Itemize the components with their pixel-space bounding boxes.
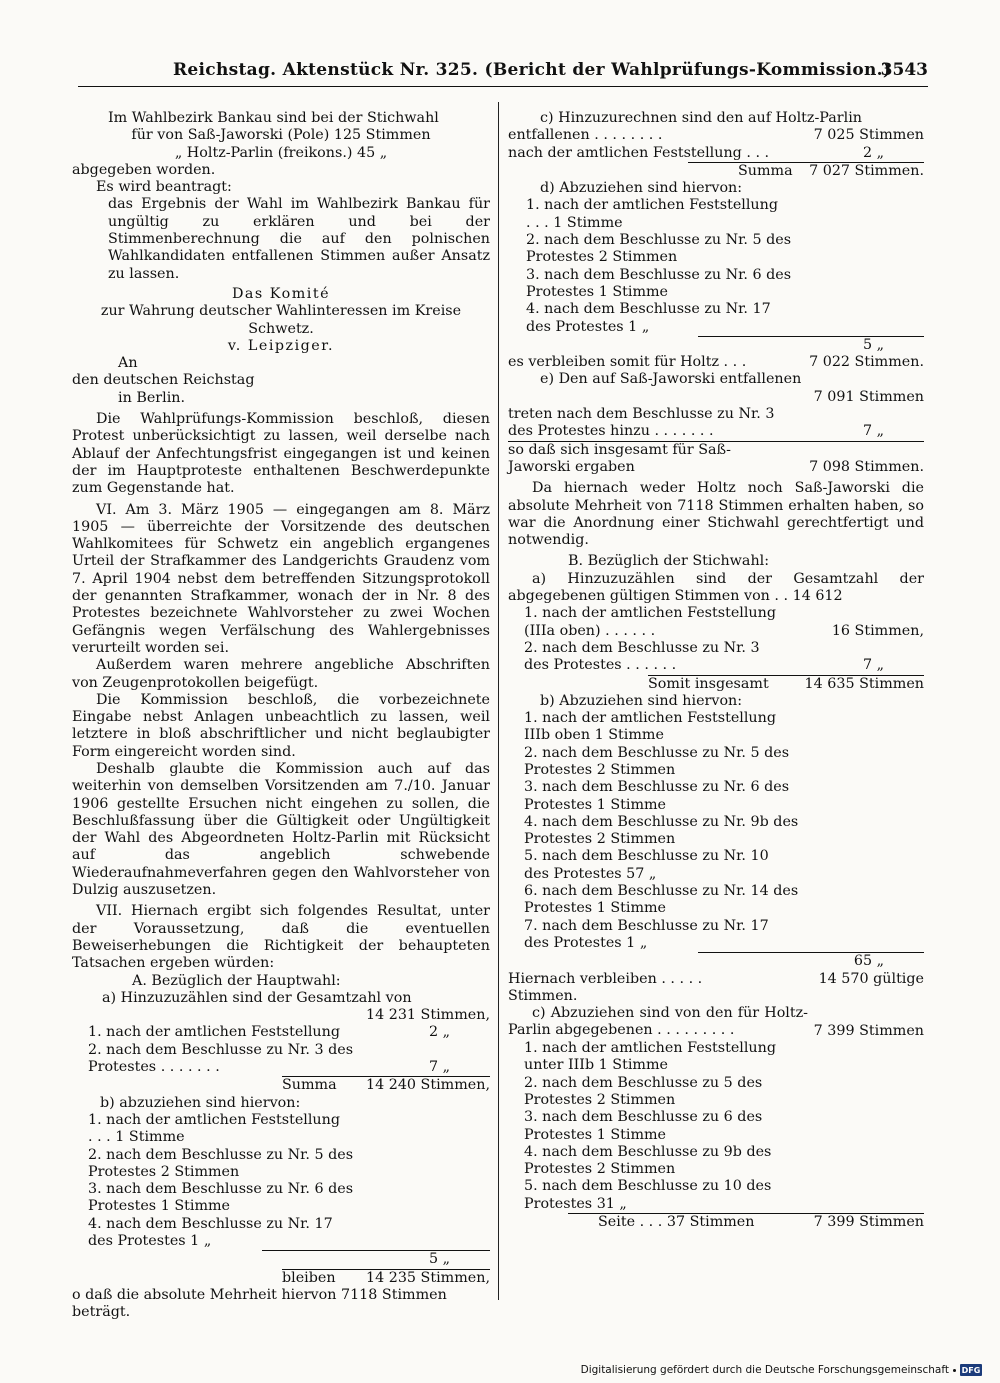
header-rule	[78, 86, 928, 87]
address-line: den deutschen Reichstag	[72, 372, 255, 389]
list-item: 4. nach dem Beschlusse zu Nr. 17 des Protestes 1 „	[88, 1215, 333, 1249]
sum-value: 7 098 Stimmen.	[809, 458, 924, 475]
text-line: „ Holtz-Parlin (freikons.) 45 „	[174, 144, 388, 161]
paragraph: Die Kommission beschloß, die vorbezeichnete Eingabe nebst Anlagen unbeachtlich zu lassen, weil letztere in bloß abschriftlicher und nicht beglaubigter Form eingereicht worden sind.	[72, 691, 490, 760]
list-item: 3. nach dem Beschlusse zu Nr. 6 des Protestes 1 Stimme	[524, 779, 790, 813]
text-line: e) Den auf Saß-Jaworski entfallenen	[540, 371, 802, 388]
sum-label: bleiben	[282, 1269, 336, 1286]
signature-name: v. Leipziger.	[227, 337, 335, 354]
list-item: 4. nach dem Beschlusse zu 9b des Protestes 2 Stimmen	[524, 1143, 772, 1178]
list-item: 1. nach der amtlichen Feststellung IIIb oben 1 Stimme	[524, 710, 777, 744]
calc-row	[508, 406, 924, 441]
calc-value: 7 „	[862, 657, 884, 674]
calc-value: 2 „	[862, 144, 884, 161]
list-item: 6. nach dem Beschlusse zu Nr. 14 des Protestes 1 Stimme	[524, 883, 799, 917]
text-line: o daß die absolute Mehrheit hiervon 7118 Stimmen beträgt.	[72, 1286, 447, 1321]
paragraph: das Ergebnis der Wahl im Wahlbezirk Bankau für ungültig zu erklären und bei der Stimmenberechnung die auf den polnischen Wahlkandidaten entfallenen Stimmen außer Ansatz zu lassen.	[108, 196, 490, 282]
left-column	[72, 110, 490, 1321]
text-line: d) Abzuziehen sind hiervon:	[540, 180, 743, 197]
footer-text: Digitalisierung gefördert durch die Deutsche Forschungsgemeinschaft	[580, 1364, 949, 1376]
paragraph: Außerdem waren mehrere angebliche Abschriften von Zeugenprotokollen beigefügt.	[72, 657, 490, 691]
sum-row	[282, 1076, 490, 1094]
sum-value: 14 235 Stimmen,	[365, 1269, 490, 1286]
sum-label: Hiernach verbleiben . . . . .	[508, 970, 703, 987]
text-line: b) Abzuziehen sind hiervon:	[540, 692, 743, 709]
calc-value: 7 025 Stimmen	[813, 127, 924, 144]
list-item: 5. nach dem Beschlusse zu Nr. 10 des Protestes 57 „	[524, 848, 769, 882]
text-line: abgegeben worden.	[72, 161, 216, 178]
calc-row	[508, 605, 924, 640]
section-heading: A. Bezüglich der Hauptwahl:	[132, 972, 341, 989]
text-line: Stimmen.	[508, 987, 578, 1004]
value: 7 091 Stimmen	[813, 388, 924, 405]
page-header	[78, 60, 928, 88]
list-item: 2. nach dem Beschlusse zu Nr. 5 des Protestes 2 Stimmen	[524, 744, 790, 778]
list-item: 1. nach der amtlichen Feststellung . . . 1 Stimme	[526, 197, 779, 231]
list-item: 3. nach dem Beschlusse zu Nr. 6 des Protestes 1 Stimme	[88, 1181, 354, 1215]
calc-row	[508, 640, 924, 675]
list-item: 2. nach dem Beschlusse zu Nr. 5 des Protestes 2 Stimmen	[88, 1146, 354, 1180]
list-item: 7. nach dem Beschlusse zu Nr. 17 des Protestes 1 „	[524, 917, 769, 951]
right-column	[508, 110, 924, 1231]
value: 14 231 Stimmen,	[365, 1007, 490, 1024]
paragraph: VI. Am 3. März 1905 — eingegangen am 8. März 1905 — überreichte der Vorsitzende des deutschen Wahlkomitees für Schwetz ein angeblich ergangenes Urteil der Strafkammer des Landgerichts Graudenz vom 7. April 1904 nebst dem betreffenden Sitzungsprotokoll der genannten Strafkammer, wonach der in Nr. 8 des Protestes bezeichnete Wahlvorsteher zu zwei Wochen Gefängnis wegen Verfälschung des Wahlergebnisses verurteilt worden sei.	[72, 501, 490, 656]
section-heading: B. Bezüglich der Stichwahl:	[568, 553, 770, 570]
sum-value: 5 „	[262, 1250, 490, 1268]
calc-label: treten nach dem Beschlusse zu Nr. 3 des Protestes hinzu . . . . . . .	[508, 406, 775, 440]
list-item: 2. nach dem Beschlusse zu Nr. 5 des Protestes 2 Stimmen	[526, 232, 792, 266]
sum-label: Summa	[282, 1077, 337, 1094]
text-line: a) Hinzuzuzählen sind der Gesamtzahl von	[102, 989, 412, 1006]
calc-label: 2. nach dem Beschlusse zu Nr. 3 des Protestes . . . . . . .	[88, 1041, 354, 1076]
dfg-logo: DFG	[961, 1365, 981, 1375]
sum-row	[568, 1213, 924, 1231]
text-line: a) Hinzuzuzählen sind der Gesamtzahl der abgegebenen gültigen Stimmen von . . 14 612	[508, 570, 924, 605]
paragraph: Da hiernach weder Holtz noch Saß-Jaworski die absolute Mehrheit von 7118 Stimmen erhalten haben, so war die Anordnung einer Stichwahl gerechtfertigt und notwendig.	[508, 480, 924, 549]
calc-value: 2 „	[428, 1024, 450, 1041]
text-line: c) Hinzuzurechnen sind den auf Holtz-Parlin	[540, 110, 862, 126]
text-line: für von Saß-Jaworski (Pole) 125 Stimmen	[131, 127, 431, 144]
text-line: c) Abzuziehen sind von den für Holtz-Parlin abgegebenen . . . . . . . . .	[508, 1005, 808, 1039]
list-item: 3. nach dem Beschlusse zu Nr. 6 des Protestes 1 Stimme	[526, 266, 792, 300]
list-item: 5. nach dem Beschlusse zu 10 des Protestes 31 „	[524, 1178, 772, 1212]
sum-label: Somit insgesamt	[648, 675, 769, 692]
sum-value: 65 „	[698, 952, 924, 970]
sum-row	[688, 162, 924, 180]
text-line: Im Wahlbezirk Bankau sind bei der Stichwahl	[108, 110, 439, 126]
sum-row	[282, 1269, 490, 1287]
calc-value: 7 „	[428, 1059, 450, 1076]
calc-label: nach der amtlichen Feststellung . . .	[508, 144, 770, 161]
sum-value: 14 240 Stimmen,	[365, 1077, 490, 1094]
paragraph: VII. Hiernach ergibt sich folgendes Resultat, unter der Voraussetzung, daß die eventuellen Beweiserhebungen die Richtigkeit der behaupteten Tatsachen ergeben würden:	[72, 903, 490, 972]
address-line: in Berlin.	[118, 389, 186, 406]
text-line: Es wird beantragt:	[96, 179, 232, 196]
list-item: 2. nach dem Beschlusse zu 5 des Protestes 2 Stimmen	[524, 1074, 763, 1108]
text-line: b) abzuziehen sind hiervon:	[100, 1094, 301, 1111]
paragraph: Deshalb glaubte die Kommission auch auf das weiterhin von demselben Vorsitzenden am 7./10. Januar 1906 gestellte Ersuchen nicht eingehen zu sollen, die Beschlußfassung über die Gültigkeit oder Ungültigkeit der Wahl des Abgeordneten Holtz-Parlin mit Rücksicht auf das angeblich schwebende Wiederaufnahmeverfahren gegen den Wahlvorsteher von Dulzig auszusetzen.	[72, 760, 490, 899]
column-divider	[498, 102, 499, 1300]
separator-dot	[953, 1369, 956, 1372]
sum-row	[648, 675, 924, 693]
sum-value: 7 022 Stimmen.	[809, 354, 924, 371]
calc-label: entfallenen . . . . . . . .	[508, 127, 663, 144]
calc-row	[72, 1042, 490, 1077]
paragraph: Die Wahlprüfungs-Kommission beschloß, diesen Protest unberücksichtigt zu lassen, weil derselbe nach Ablauf der Anfechtungsfrist eingegangen ist und keinen der im Hauptproteste enthaltenen Beschwerdepunkte zum Gegenstande hat.	[72, 411, 490, 497]
sum-value: 14 570 gültige	[818, 970, 924, 987]
sum-row	[508, 354, 924, 371]
list-item: 4. nach dem Beschlusse zu Nr. 17 des Protestes 1 „	[526, 301, 771, 335]
calc-label: 1. nach der amtlichen Feststellung (IIIa oben) . . . . . .	[524, 605, 777, 639]
calc-row	[72, 1024, 490, 1041]
sum-label: es verbleiben somit für Holtz . . .	[508, 354, 747, 371]
value: 7 399 Stimmen	[813, 1022, 924, 1039]
sum-label: Summa	[738, 162, 793, 179]
list-item: 4. nach dem Beschlusse zu Nr. 9b des Protestes 2 Stimmen	[524, 813, 799, 848]
calc-value: 7 „	[862, 423, 884, 440]
sum-value: 7 399 Stimmen	[813, 1214, 924, 1230]
sum-value: 5 „	[698, 336, 924, 354]
signature-line: Das Komité	[231, 285, 331, 302]
sum-label: Seite . . . 37 Stimmen	[598, 1214, 755, 1230]
footer-credit	[581, 1364, 982, 1376]
sum-row	[508, 971, 924, 988]
calc-label: 1. nach der amtlichen Feststellung	[88, 1024, 341, 1041]
sum-value: 14 635 Stimmen	[804, 675, 924, 692]
calc-value: 16 Stimmen,	[831, 622, 924, 639]
running-title: Reichstag. Aktenstück Nr. 325. (Bericht der Wahlprüfungs-Kommission.)	[173, 60, 892, 80]
calc-label: 2. nach dem Beschlusse zu Nr. 3 des Protestes . . . . . .	[524, 639, 760, 674]
calc-row	[508, 145, 924, 162]
list-item: 1. nach der amtlichen Feststellung . . . 1 Stimme	[88, 1111, 341, 1146]
list-item: 1. nach der amtlichen Feststellung unter IIIb 1 Stimme	[524, 1040, 777, 1074]
sum-value: 7 027 Stimmen.	[809, 162, 924, 179]
signature-line: zur Wahrung deutscher Wahlinteressen im Kreise Schwetz.	[100, 303, 462, 337]
list-item: 3. nach dem Beschlusse zu 6 des Protestes 1 Stimme	[524, 1109, 763, 1143]
page-number: 3543	[880, 60, 928, 80]
address-line: An	[118, 355, 138, 372]
sum-row	[508, 441, 924, 477]
sum-label: so daß sich insgesamt für Saß-Jaworski ergaben	[508, 441, 731, 475]
calc-row	[508, 127, 924, 144]
